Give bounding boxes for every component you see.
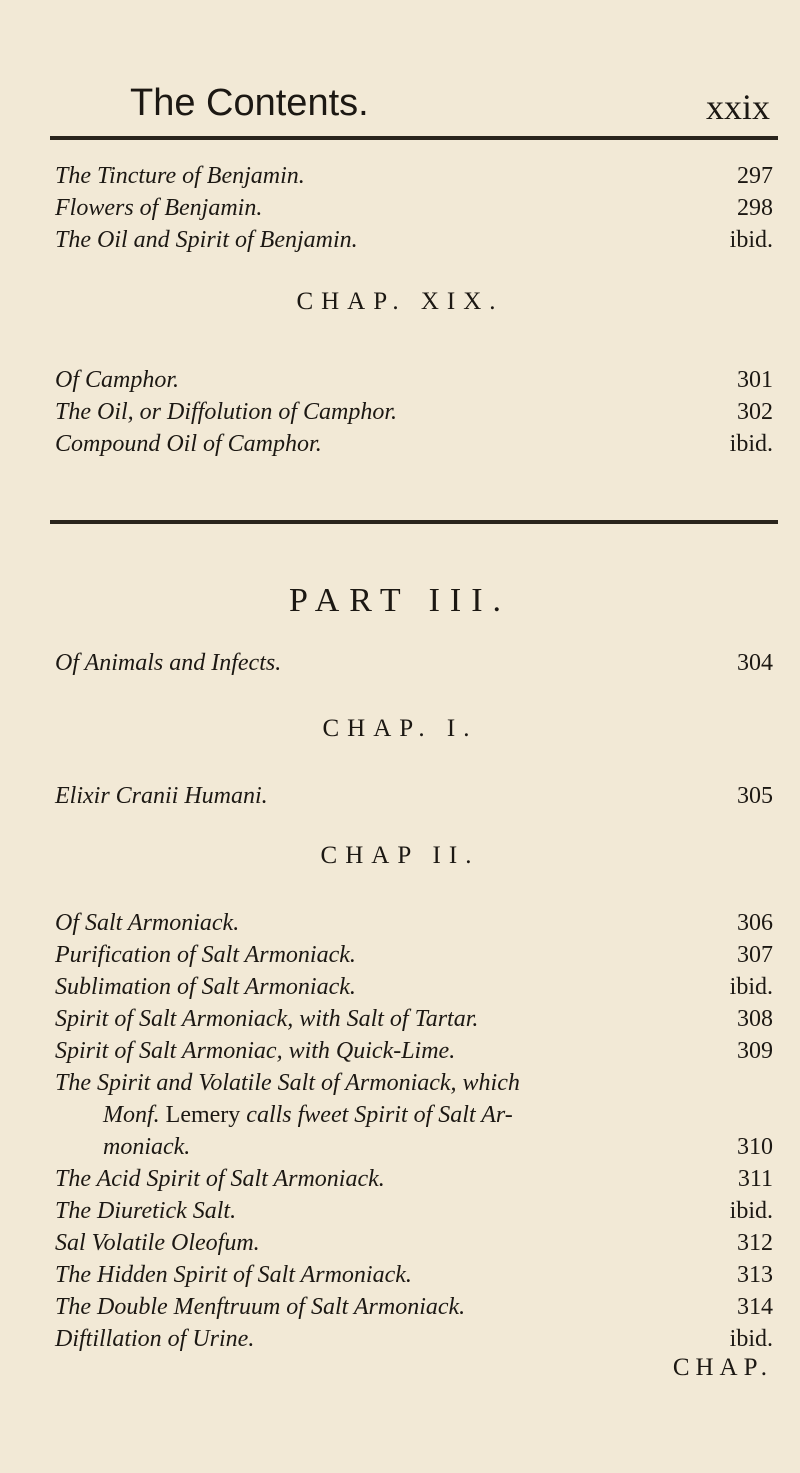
toc-entry: Sublimation of Salt Armoniack. ibid. <box>55 974 773 1000</box>
toc-entry: Of Animals and Infects. 304 <box>55 650 773 676</box>
toc-entry: Of Salt Armoniack. 306 <box>55 910 773 936</box>
toc-entry: The Oil, or Diffolution of Camphor. 302 <box>55 399 773 425</box>
toc-entry: Spirit of Salt Armoniack, with Salt of Tartar. 308 <box>55 1006 773 1032</box>
toc-entry: Flowers of Benjamin. 298 <box>55 195 773 221</box>
chapter-heading: CHAP. I. <box>322 715 478 742</box>
toc-entry: The Hidden Spirit of Salt Armoniack. 313 <box>55 1262 773 1288</box>
toc-entry-continuation: Monf. Lemery calls fweet Spirit of Salt Ar- <box>103 1102 513 1128</box>
toc-entry: Compound Oil of Camphor. ibid. <box>55 431 773 457</box>
toc-entry: Spirit of Salt Armoniac, with Quick-Lime. 309 <box>55 1038 773 1064</box>
toc-entry: Purification of Salt Armoniack. 307 <box>55 942 773 968</box>
catchword: CHAP. <box>672 1354 773 1381</box>
toc-entry-continuation: moniack. 310 <box>103 1134 773 1160</box>
toc-entry: The Diuretick Salt. ibid. <box>55 1198 773 1224</box>
part-heading: PART III. <box>288 582 512 619</box>
running-title: The Contents. <box>130 82 369 124</box>
toc-entry: Elixir Cranii Humani. 305 <box>55 783 773 809</box>
chapter-heading: CHAP II. <box>320 842 480 869</box>
toc-entry: The Oil and Spirit of Benjamin. ibid. <box>55 227 773 253</box>
section-rule <box>50 520 778 524</box>
toc-entry: The Acid Spirit of Salt Armoniack. 311 <box>55 1166 773 1192</box>
toc-entry: Of Camphor. 301 <box>55 367 773 393</box>
header-rule <box>50 136 778 140</box>
toc-entry: Diftillation of Urine. ibid. <box>55 1326 773 1352</box>
chapter-heading: CHAP. XIX. <box>296 288 504 315</box>
toc-entry: The Double Menftruum of Salt Armoniack. 314 <box>55 1294 773 1320</box>
toc-entry: The Spirit and Volatile Salt of Armoniack, which <box>55 1070 520 1096</box>
page-number: xxix <box>705 87 770 127</box>
toc-entry: The Tincture of Benjamin. 297 <box>55 163 773 189</box>
toc-entry: Sal Volatile Oleofum. 312 <box>55 1230 773 1256</box>
